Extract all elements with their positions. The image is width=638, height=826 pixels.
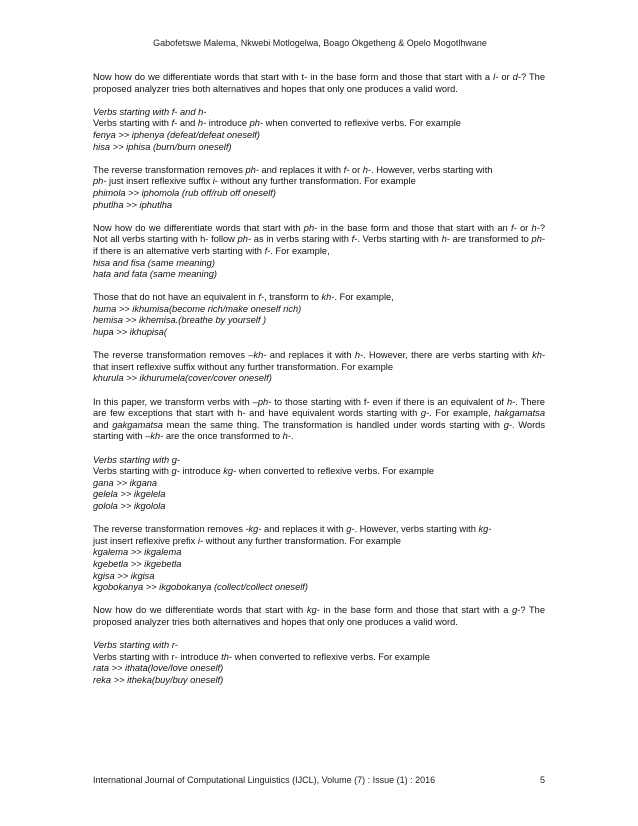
text-line bbox=[93, 165, 545, 177]
text-line bbox=[93, 107, 545, 119]
italic-term: reka >> itheka(buy/buy oneself) bbox=[93, 674, 224, 685]
italic-term: gakgamatsa bbox=[112, 419, 163, 430]
text-run: The reverse transformation removes bbox=[93, 164, 246, 175]
italic-term: kgalema >> ikgalema bbox=[93, 547, 182, 558]
page-number: 5 bbox=[539, 775, 545, 785]
text-run: . However, verbs starting with bbox=[354, 524, 479, 535]
text-line bbox=[93, 304, 545, 316]
paragraph bbox=[93, 455, 545, 513]
text-run: Verbs starting with bbox=[93, 466, 172, 477]
italic-term: gelela >> ikgelela bbox=[93, 489, 166, 500]
text-run: when converted to reflexive verbs. For example bbox=[263, 118, 461, 129]
italic-term: khurula >> ikhurumela(cover/cover oneself) bbox=[93, 373, 272, 384]
text-line bbox=[93, 188, 545, 200]
italic-term: kg- bbox=[306, 605, 320, 616]
text-run: as in verbs staring with bbox=[251, 234, 352, 245]
text-run: . bbox=[290, 431, 294, 442]
paragraph-text bbox=[93, 223, 545, 258]
paragraph-text bbox=[93, 605, 545, 628]
paragraph-text bbox=[93, 350, 545, 373]
text-line bbox=[93, 675, 545, 687]
italic-term: f- bbox=[343, 164, 350, 175]
italic-term: Verbs starting with g- bbox=[93, 454, 180, 465]
italic-term: i- bbox=[197, 535, 204, 546]
text-run: in the base form and those that start with a bbox=[319, 605, 513, 616]
running-header: Gabofetswe Malema, Nkwebi Motlogelwa, Boago Okgetheng & Opelo Mogotlhwane bbox=[153, 38, 487, 48]
paragraph bbox=[93, 605, 545, 628]
paragraph-text bbox=[93, 397, 545, 443]
text-run: ? Not all verbs starting with h- follow bbox=[93, 222, 545, 245]
paper-body bbox=[93, 72, 545, 698]
text-line bbox=[93, 652, 545, 664]
text-line bbox=[93, 640, 545, 652]
italic-term: kh- bbox=[321, 292, 335, 303]
text-line bbox=[93, 258, 545, 270]
text-line bbox=[93, 373, 545, 385]
text-line bbox=[93, 200, 545, 212]
text-run: mean the same thing. The transformation is handled under words starting with bbox=[162, 419, 504, 430]
text-run: introduce bbox=[206, 118, 250, 129]
paragraph bbox=[93, 524, 545, 594]
text-line bbox=[93, 663, 545, 675]
text-run: are transformed to bbox=[449, 234, 532, 245]
text-run: Now how do we differentiate words that start with bbox=[93, 605, 307, 616]
paragraph-text bbox=[93, 72, 545, 95]
italic-term: Verbs starting with f- and h- bbox=[93, 106, 207, 117]
italic-term: f- bbox=[171, 118, 178, 129]
text-run: . However, there are verbs starting with bbox=[363, 350, 533, 361]
text-line bbox=[93, 466, 545, 478]
text-line bbox=[93, 269, 545, 281]
italic-term: f- bbox=[264, 245, 271, 256]
text-run: introduce bbox=[179, 466, 224, 477]
italic-term: kg- bbox=[478, 524, 492, 535]
text-run: when converted to reflexive verbs. For example bbox=[232, 651, 430, 662]
text-line bbox=[93, 315, 545, 327]
italic-term: g- bbox=[512, 605, 521, 616]
text-line bbox=[93, 292, 545, 304]
italic-term: –ph- bbox=[252, 396, 272, 407]
italic-term: g- bbox=[171, 466, 180, 477]
paragraph bbox=[93, 107, 545, 153]
italic-term: kg- bbox=[223, 466, 237, 477]
text-run: Verbs starting with r- introduce bbox=[93, 651, 222, 662]
paragraph bbox=[93, 165, 545, 211]
text-run: that insert reflexive suffix without any further transformation. For example bbox=[93, 361, 394, 372]
italic-term: phutlha >> iphutlha bbox=[93, 199, 173, 210]
paragraph bbox=[93, 350, 545, 385]
text-line bbox=[93, 501, 545, 513]
italic-term: kgisa >> ikgisa bbox=[93, 570, 155, 581]
text-run: or bbox=[498, 72, 513, 82]
text-run: . Verbs starting with bbox=[357, 234, 442, 245]
text-line bbox=[93, 455, 545, 467]
text-line bbox=[93, 327, 545, 339]
italic-term: g- bbox=[503, 419, 512, 430]
italic-term: f- bbox=[351, 234, 358, 245]
italic-term: l- bbox=[493, 72, 499, 82]
text-run: in the base form and those that start with an bbox=[317, 222, 512, 233]
italic-term: rata >> ithata(love/love oneself) bbox=[93, 663, 224, 674]
italic-term: gana >> ikgana bbox=[93, 477, 158, 488]
text-run: . For example, bbox=[270, 245, 330, 256]
italic-term: f- bbox=[258, 292, 265, 303]
text-run: and replaces it with bbox=[266, 350, 355, 361]
text-run: In this paper, we transform verbs with bbox=[93, 396, 253, 407]
italic-term: d- bbox=[512, 72, 521, 82]
italic-term: ph- bbox=[237, 234, 252, 245]
text-run: without any further transformation. For example bbox=[203, 535, 401, 546]
text-run: Now how do we differentiate words that start with t- in the base form and those that start with a bbox=[93, 72, 494, 82]
text-run: Verbs starting with bbox=[93, 118, 172, 129]
text-run: when converted to reflexive verbs. For example bbox=[236, 466, 435, 477]
text-line bbox=[93, 176, 545, 188]
italic-term: ph- bbox=[245, 164, 259, 175]
italic-term: h- bbox=[441, 234, 450, 245]
text-run: and replaces it with bbox=[261, 524, 347, 535]
text-run: ? The proposed analyzer tries both alternatives and hopes that only one produces a valid word. bbox=[93, 605, 546, 627]
text-run: . There are few exceptions that start with h- and have equivalent words starting with bbox=[93, 396, 545, 419]
italic-term: ph- bbox=[531, 234, 545, 245]
text-run: and replaces it with bbox=[258, 164, 344, 175]
italic-term: hupa >> ikhupisa( bbox=[93, 327, 167, 338]
text-run: The reverse transformation removes bbox=[93, 350, 249, 361]
text-line bbox=[93, 571, 545, 583]
text-run: Those that do not have an equivalent in bbox=[93, 292, 259, 303]
text-run: without any further transformation. For example bbox=[217, 176, 416, 187]
italic-term: h- bbox=[362, 164, 372, 175]
italic-term: –kh- bbox=[145, 431, 164, 442]
italic-term: h- bbox=[197, 118, 207, 129]
text-line bbox=[93, 582, 545, 594]
text-run: The reverse transformation removes bbox=[93, 524, 246, 535]
text-run: to those starting with f- even if there is an equivalent of bbox=[271, 396, 507, 407]
italic-term: h- bbox=[354, 350, 364, 361]
italic-term: hemisa >> ikhemisa.(breathe by yourself ) bbox=[93, 315, 267, 326]
page-footer bbox=[93, 775, 545, 785]
italic-term: h- bbox=[506, 396, 516, 407]
text-line bbox=[93, 118, 545, 130]
italic-term: -kg- bbox=[245, 524, 262, 535]
italic-term: fenya >> iphenya (defeat/defeat oneself) bbox=[93, 129, 260, 140]
text-line bbox=[93, 142, 545, 154]
italic-term: hisa >> iphisa (burn/burn oneself) bbox=[93, 141, 232, 152]
text-line bbox=[93, 489, 545, 501]
text-line bbox=[93, 547, 545, 559]
italic-term: f- bbox=[511, 222, 517, 233]
text-line bbox=[93, 536, 545, 548]
italic-term: ph- bbox=[303, 222, 318, 233]
text-run: or bbox=[516, 222, 532, 233]
italic-term: hisa and fisa (same meaning) bbox=[93, 257, 215, 268]
italic-term: hakgamatsa bbox=[494, 408, 545, 419]
italic-term: h- bbox=[282, 431, 291, 442]
paragraph bbox=[93, 223, 545, 281]
text-run: . For example, bbox=[334, 292, 394, 303]
italic-term: Verbs starting with r- bbox=[93, 640, 178, 651]
paragraph bbox=[93, 640, 545, 686]
paragraph bbox=[93, 72, 545, 95]
text-run: just insert reflexive suffix bbox=[106, 176, 213, 187]
italic-term: ph- bbox=[249, 118, 264, 129]
paragraph bbox=[93, 292, 545, 338]
text-run: just insert reflexive prefix bbox=[93, 535, 198, 546]
text-run: or bbox=[349, 164, 363, 175]
text-line bbox=[93, 478, 545, 490]
italic-term: kh- bbox=[532, 350, 545, 361]
text-run: Now how do we differentiate words that start with bbox=[93, 222, 304, 233]
text-line bbox=[93, 559, 545, 571]
italic-term: i- bbox=[212, 176, 218, 187]
italic-term: ph- bbox=[93, 176, 107, 187]
text-line bbox=[93, 130, 545, 142]
italic-term: kgebetla >> ikgebetla bbox=[93, 558, 182, 569]
text-run: and bbox=[177, 118, 198, 129]
text-line bbox=[93, 524, 545, 536]
text-run: . Words starting with bbox=[93, 419, 545, 442]
text-run: , transform to bbox=[264, 292, 322, 303]
italic-term: –kh- bbox=[248, 350, 267, 361]
journal-citation: International Journal of Computational Linguistics (IJCL), Volume (7) : Issue (1) : 2016 bbox=[93, 775, 436, 785]
paragraph bbox=[93, 397, 545, 443]
text-run: ? The proposed analyzer tries both alternatives and hopes that only one produces a valid word. bbox=[93, 72, 546, 94]
italic-term: h- bbox=[531, 222, 540, 233]
italic-term: hata and fata (same meaning) bbox=[93, 269, 218, 280]
text-run: . For example, bbox=[429, 408, 495, 419]
italic-term: g- bbox=[346, 524, 355, 535]
text-run: are the once transformed to bbox=[163, 431, 283, 442]
italic-term: golola >> ikgolola bbox=[93, 500, 166, 511]
italic-term: huma >> ikhumisa(become rich/make oneself rich) bbox=[93, 303, 302, 314]
text-run: . However, verbs starting with bbox=[371, 164, 493, 175]
text-run: and bbox=[93, 419, 113, 430]
text-run: if there is an alternative verb starting with bbox=[93, 245, 265, 256]
italic-term: g- bbox=[420, 408, 430, 419]
italic-term: phimola >> iphomola (rub off/rub off oneself) bbox=[93, 187, 276, 198]
italic-term: th- bbox=[221, 651, 233, 662]
italic-term: kgobokanya >> ikgobokanya (collect/collect oneself) bbox=[93, 582, 308, 593]
